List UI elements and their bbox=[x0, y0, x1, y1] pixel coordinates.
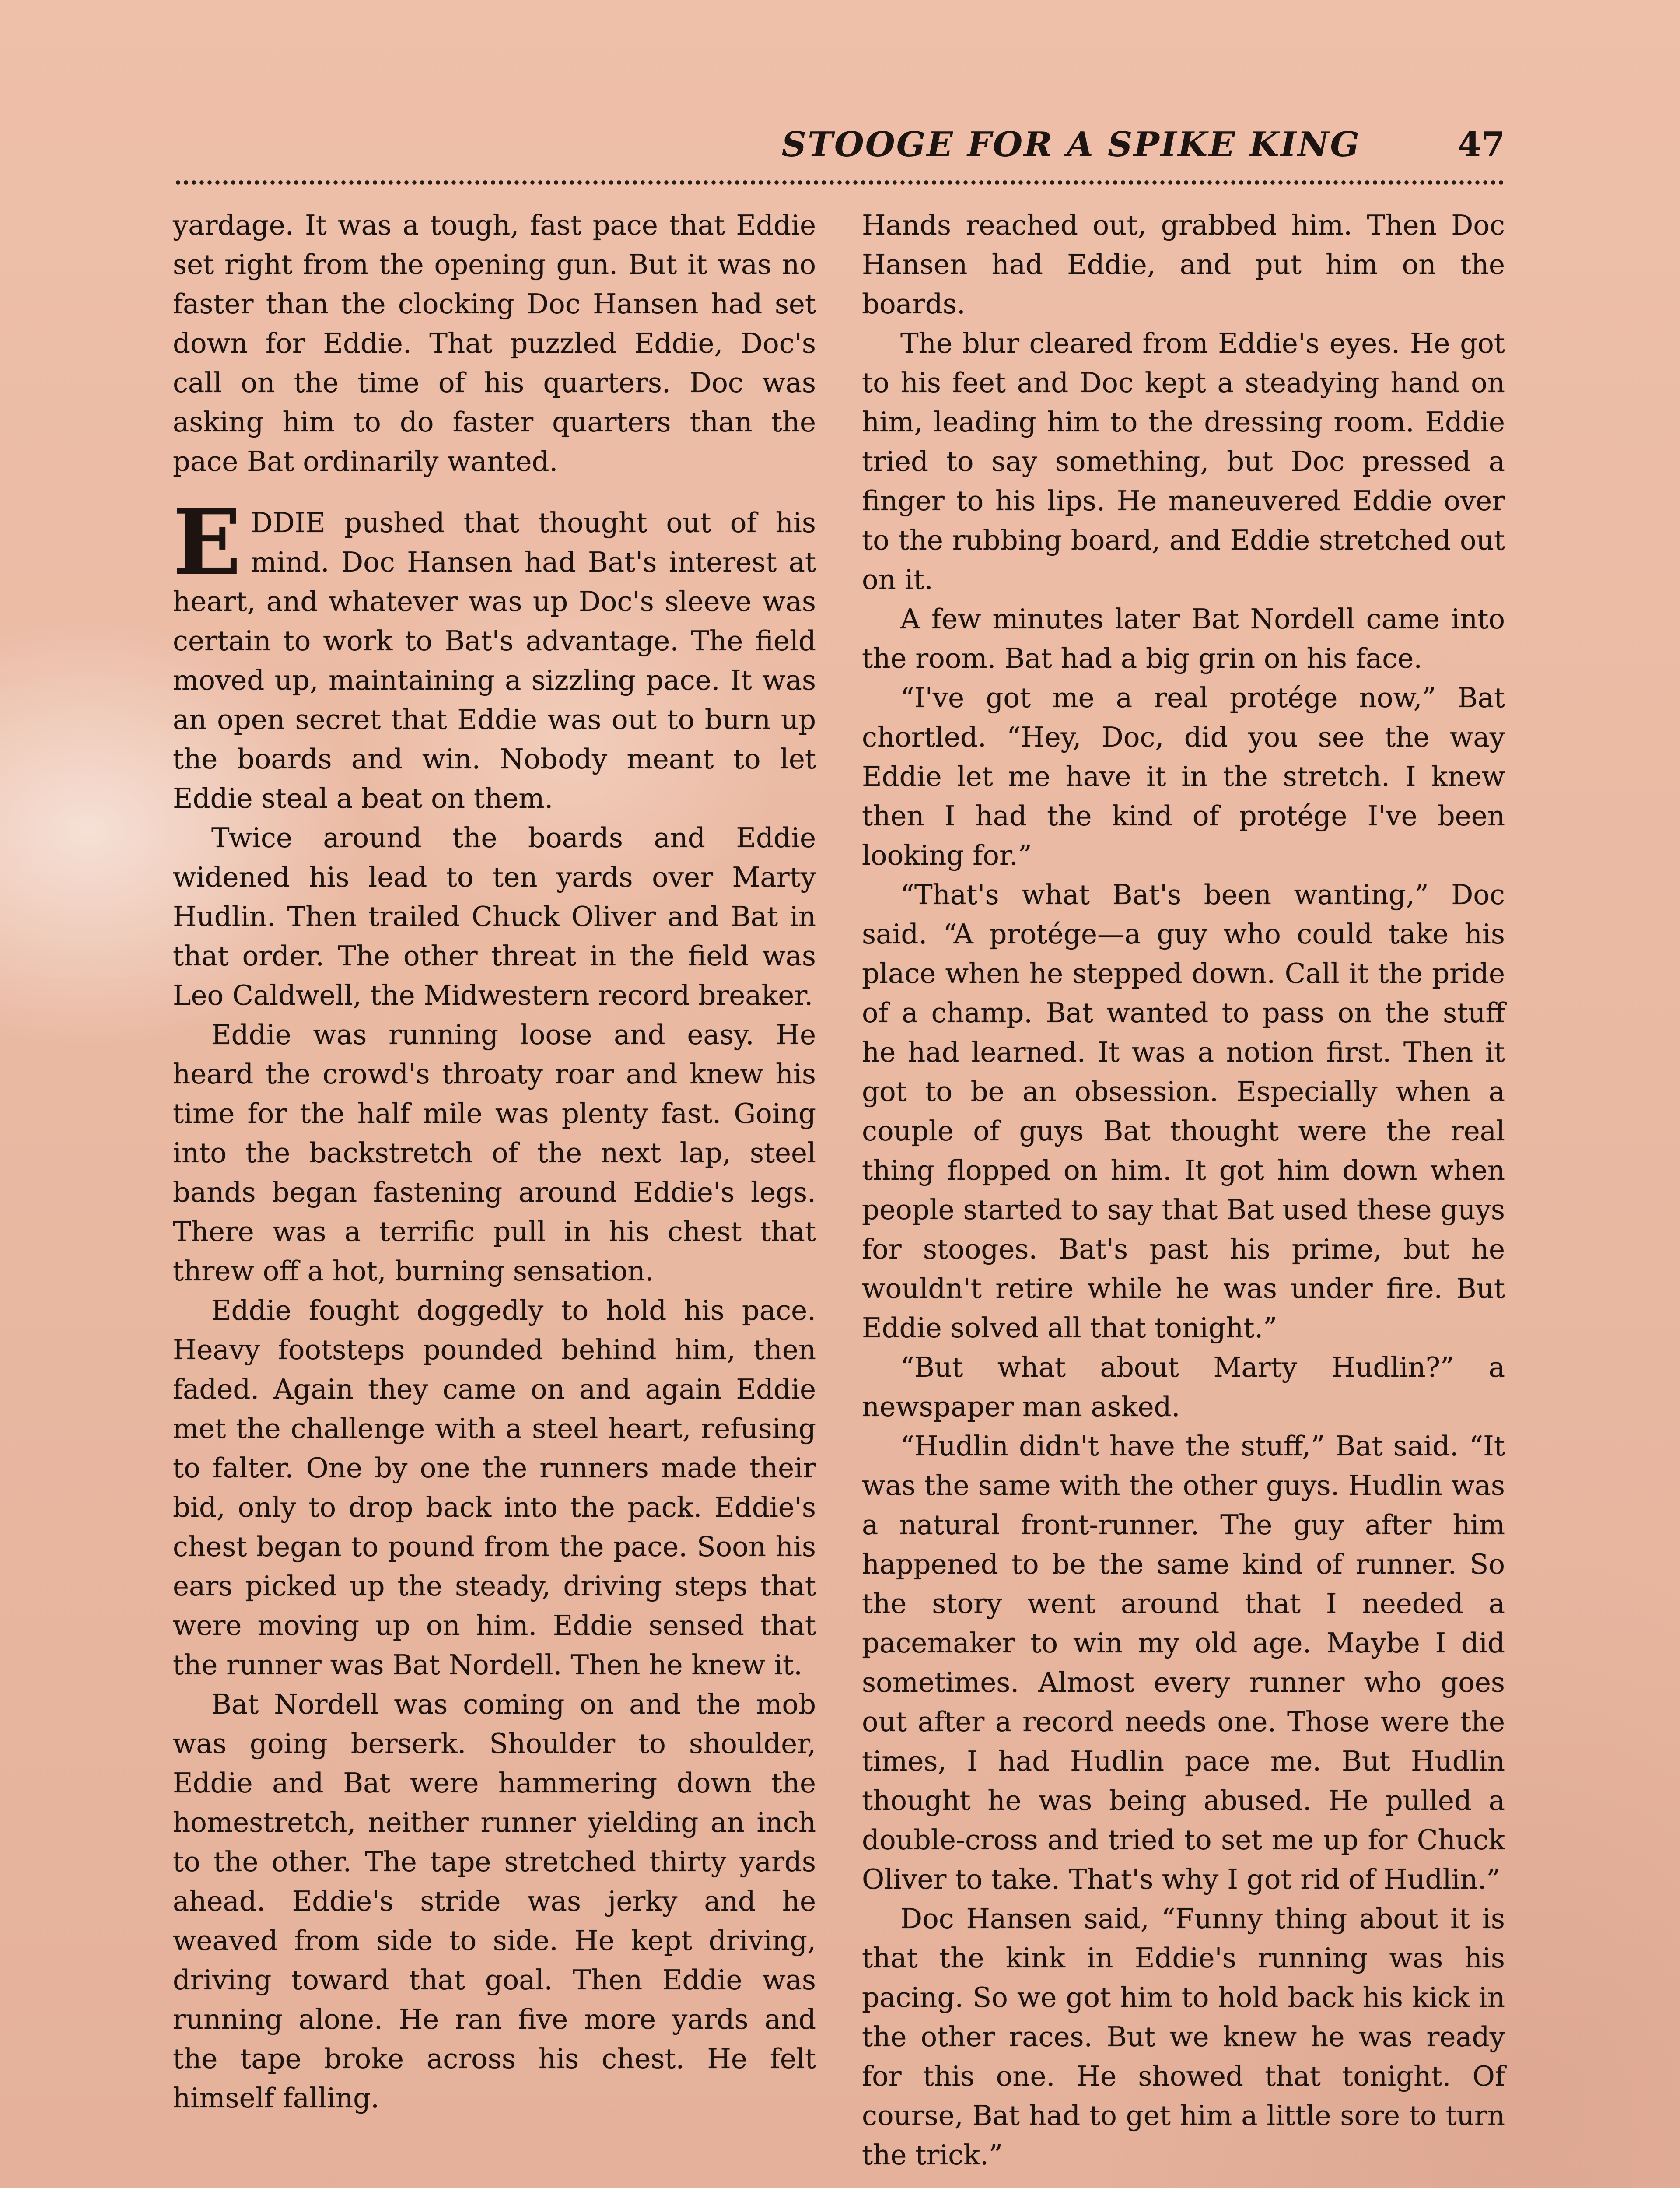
paragraph: “Hudlin didn't have the stuff,” Bat said. “It was the same with the other guys. Hudlin was a natural front-runner. The guy after him happened to be the same kind of runner. So the story went around that I needed a pacemaker to win my old age. Maybe I did sometimes. Almost every runner who goes out after a record needs one. Those were the times, I had Hudlin pace me. But Hudlin thought he was being abused. He pulled a double-cross and tried to set me up for Chuck Oliver to take. That's why I got rid of Hudlin.” bbox=[862, 1430, 1505, 1895]
paragraph-with-dropcap bbox=[173, 490, 816, 818]
left-column bbox=[173, 206, 816, 2118]
paragraph: “I've got me a real protége now,” Bat chortled. “Hey, Doc, did you see the way Eddie let me have it in the stretch. I knew then I had the kind of protége I've been looking for.” bbox=[862, 682, 1505, 871]
paragraph: “But what about Marty Hudlin?” a newspaper man asked. bbox=[862, 1351, 1505, 1423]
drop-cap-word: DDIE bbox=[251, 507, 326, 539]
paragraph: The blur cleared from Eddie's eyes. He got to his feet and Doc kept a steadying hand on him, leading him to the dressing room. Eddie tried to say something, but Doc pressed a finger to his lips. He maneuvered Eddie over to the rubbing board, and Eddie stretched out on it. bbox=[862, 327, 1505, 596]
paragraph: Eddie was running loose and easy. He heard the crowd's throaty roar and knew his time for the half mile was plenty fast. Going into the backstretch of the next lap, steel bands began fastening around Eddie's legs. There was a terrific pull in his chest that threw off a hot, burning sensation. bbox=[173, 1019, 816, 1287]
page-header bbox=[175, 125, 1505, 177]
right-column bbox=[862, 206, 1505, 2175]
paragraph: Bat Nordell was coming on and the mob was going berserk. Shoulder to shoulder, Eddie and Bat were hammering down the homestretch, neither runner yielding an inch to the other. The tape stretched thirty yards ahead. Eddie's stride was jerky and he weaved from side to side. He kept driving, driving toward that goal. Then Eddie was running alone. He ran five more yards and the tape broke across his chest. He felt himself falling. bbox=[173, 1688, 816, 2114]
paragraph: Hands reached out, grabbed him. Then Doc Hansen had Eddie, and put him on the boards. bbox=[862, 209, 1505, 320]
paragraph: A few minutes later Bat Nordell came into the room. Bat had a big grin on his face. bbox=[862, 603, 1505, 674]
running-title: STOOGE FOR A SPIKE KING bbox=[781, 125, 1361, 165]
paragraph: Doc Hansen said, “Funny thing about it is that the kink in Eddie's running was his pacing. So we got him to hold back his kick in the other races. But we knew he was ready for this one. He showed that tonight. Of course, Bat had to get him a little sore to turn the trick.” bbox=[862, 1903, 1505, 2171]
paragraph: Twice around the boards and Eddie widened his lead to ten yards over Marty Hudlin. Then trailed Chuck Oliver and Bat in that order. The other threat in the field was Leo Caldwell, the Midwestern record breaker. bbox=[173, 822, 816, 1011]
dotted-rule bbox=[175, 179, 1505, 186]
paragraph: “That's what Bat's been wanting,” Doc said. “A protége—a guy who could take his place when he stepped down. Call it the pride of a champ. Bat wanted to pass on the stuff he had learned. It was a notion first. Then it got to be an obsession. Especially when a couple of guys Bat thought were the real thing flopped on him. It got him down when people started to say that Bat used these guys for stooges. Bat's past his prime, but he wouldn't retire while he was under fire. But Eddie solved all that tonight.” bbox=[862, 879, 1505, 1344]
page-number: 47 bbox=[1457, 125, 1505, 165]
paragraph-text: pushed that thought out of his mind. Doc Hansen had Bat's interest at heart, and whatever was up Doc's sleeve was certain to work to Bat's advantage. The field moved up, maintaining a sizzling pace. It was an open secret that Eddie was out to burn up the boards and win. Nobody meant to let Eddie steal a beat on them. bbox=[173, 507, 816, 814]
drop-cap: E bbox=[173, 490, 242, 595]
paragraph: Eddie fought doggedly to hold his pace. Heavy footsteps pounded behind him, then faded. Again they came on and again Eddie met the challenge with a steel heart, refusing to falter. One by one the runners made their bid, only to drop back into the pack. Eddie's chest began to pound from the pace. Soon his ears picked up the steady, driving steps that were moving up on him. Eddie sensed that the runner was Bat Nordell. Then he knew it. bbox=[173, 1294, 816, 1681]
paragraph: yardage. It was a tough, fast pace that Eddie set right from the opening gun. But it was no faster than the clocking Doc Hansen had set down for Eddie. That puzzled Eddie, Doc's call on the time of his quarters. Doc was asking him to do faster quarters than the pace Bat ordinarily wanted. bbox=[173, 209, 816, 477]
